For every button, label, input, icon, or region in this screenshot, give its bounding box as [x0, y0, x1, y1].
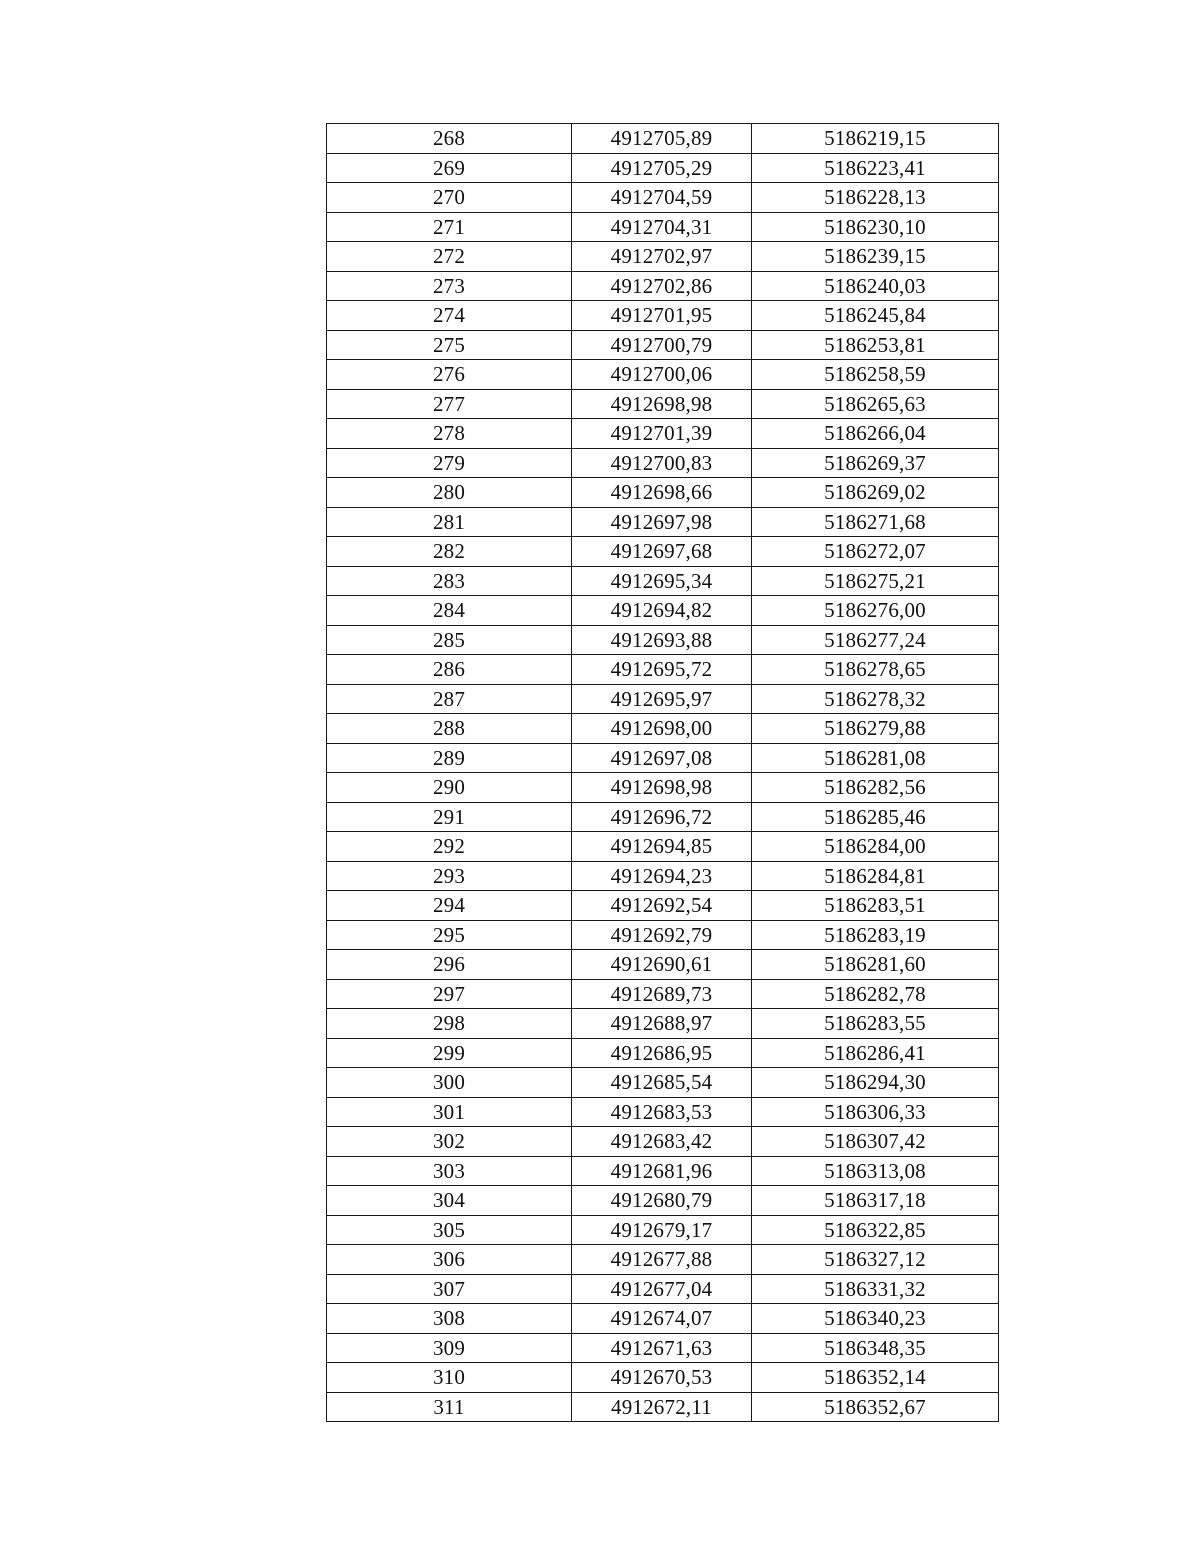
- x-coordinate-cell: 4912677,04: [572, 1274, 752, 1304]
- coordinates-table: [326, 123, 999, 1422]
- point-number-cell: 294: [327, 891, 572, 921]
- point-number-cell: 299: [327, 1038, 572, 1068]
- x-coordinate-cell: 4912695,72: [572, 655, 752, 685]
- table-row: [327, 1127, 999, 1157]
- point-number-cell: 300: [327, 1068, 572, 1098]
- x-coordinate-cell: 4912683,53: [572, 1097, 752, 1127]
- table-row: [327, 714, 999, 744]
- x-coordinate-cell: 4912680,79: [572, 1186, 752, 1216]
- y-coordinate-cell: 5186271,68: [752, 507, 999, 537]
- table-row: [327, 861, 999, 891]
- x-coordinate-cell: 4912698,66: [572, 478, 752, 508]
- y-coordinate-cell: 5186219,15: [752, 124, 999, 154]
- point-number-cell: 272: [327, 242, 572, 272]
- y-coordinate-cell: 5186285,46: [752, 802, 999, 832]
- point-number-cell: 278: [327, 419, 572, 449]
- x-coordinate-cell: 4912694,23: [572, 861, 752, 891]
- table-row: [327, 507, 999, 537]
- table-row: [327, 242, 999, 272]
- point-number-cell: 297: [327, 979, 572, 1009]
- table-row: [327, 684, 999, 714]
- table-row: [327, 301, 999, 331]
- point-number-cell: 293: [327, 861, 572, 891]
- table-row: [327, 596, 999, 626]
- table-row: [327, 330, 999, 360]
- y-coordinate-cell: 5186266,04: [752, 419, 999, 449]
- y-coordinate-cell: 5186245,84: [752, 301, 999, 331]
- x-coordinate-cell: 4912679,17: [572, 1215, 752, 1245]
- point-number-cell: 310: [327, 1363, 572, 1393]
- y-coordinate-cell: 5186294,30: [752, 1068, 999, 1098]
- y-coordinate-cell: 5186278,32: [752, 684, 999, 714]
- y-coordinate-cell: 5186281,60: [752, 950, 999, 980]
- table-row: [327, 537, 999, 567]
- table-row: [327, 655, 999, 685]
- point-number-cell: 298: [327, 1009, 572, 1039]
- table-row: [327, 360, 999, 390]
- point-number-cell: 284: [327, 596, 572, 626]
- point-number-cell: 305: [327, 1215, 572, 1245]
- y-coordinate-cell: 5186283,55: [752, 1009, 999, 1039]
- table-row: [327, 1038, 999, 1068]
- y-coordinate-cell: 5186279,88: [752, 714, 999, 744]
- x-coordinate-cell: 4912700,06: [572, 360, 752, 390]
- table-row: [327, 448, 999, 478]
- point-number-cell: 268: [327, 124, 572, 154]
- y-coordinate-cell: 5186272,07: [752, 537, 999, 567]
- x-coordinate-cell: 4912697,68: [572, 537, 752, 567]
- table-row: [327, 1304, 999, 1334]
- table-row: [327, 1333, 999, 1363]
- point-number-cell: 269: [327, 153, 572, 183]
- point-number-cell: 306: [327, 1245, 572, 1275]
- table-row: [327, 920, 999, 950]
- table-row: [327, 1097, 999, 1127]
- table-row: [327, 1215, 999, 1245]
- y-coordinate-cell: 5186286,41: [752, 1038, 999, 1068]
- y-coordinate-cell: 5186258,59: [752, 360, 999, 390]
- table-row: [327, 153, 999, 183]
- table-row: [327, 183, 999, 213]
- x-coordinate-cell: 4912683,42: [572, 1127, 752, 1157]
- y-coordinate-cell: 5186284,81: [752, 861, 999, 891]
- y-coordinate-cell: 5186253,81: [752, 330, 999, 360]
- x-coordinate-cell: 4912698,98: [572, 773, 752, 803]
- table-row: [327, 1274, 999, 1304]
- x-coordinate-cell: 4912694,85: [572, 832, 752, 862]
- point-number-cell: 273: [327, 271, 572, 301]
- table-row: [327, 773, 999, 803]
- point-number-cell: 287: [327, 684, 572, 714]
- point-number-cell: 283: [327, 566, 572, 596]
- table-row: [327, 124, 999, 154]
- table-row: [327, 1363, 999, 1393]
- table-row: [327, 389, 999, 419]
- table-row: [327, 1009, 999, 1039]
- x-coordinate-cell: 4912705,29: [572, 153, 752, 183]
- table-row: [327, 1392, 999, 1422]
- y-coordinate-cell: 5186269,37: [752, 448, 999, 478]
- point-number-cell: 304: [327, 1186, 572, 1216]
- y-coordinate-cell: 5186282,78: [752, 979, 999, 1009]
- y-coordinate-cell: 5186282,56: [752, 773, 999, 803]
- y-coordinate-cell: 5186331,32: [752, 1274, 999, 1304]
- x-coordinate-cell: 4912693,88: [572, 625, 752, 655]
- point-number-cell: 301: [327, 1097, 572, 1127]
- point-number-cell: 280: [327, 478, 572, 508]
- y-coordinate-cell: 5186276,00: [752, 596, 999, 626]
- point-number-cell: 282: [327, 537, 572, 567]
- y-coordinate-cell: 5186223,41: [752, 153, 999, 183]
- table-row: [327, 832, 999, 862]
- x-coordinate-cell: 4912698,00: [572, 714, 752, 744]
- table-row: [327, 802, 999, 832]
- point-number-cell: 270: [327, 183, 572, 213]
- x-coordinate-cell: 4912702,97: [572, 242, 752, 272]
- x-coordinate-cell: 4912704,31: [572, 212, 752, 242]
- x-coordinate-cell: 4912696,72: [572, 802, 752, 832]
- y-coordinate-cell: 5186281,08: [752, 743, 999, 773]
- x-coordinate-cell: 4912671,63: [572, 1333, 752, 1363]
- y-coordinate-cell: 5186348,35: [752, 1333, 999, 1363]
- table-row: [327, 212, 999, 242]
- x-coordinate-cell: 4912695,34: [572, 566, 752, 596]
- x-coordinate-cell: 4912689,73: [572, 979, 752, 1009]
- y-coordinate-cell: 5186283,51: [752, 891, 999, 921]
- x-coordinate-cell: 4912697,08: [572, 743, 752, 773]
- x-coordinate-cell: 4912681,96: [572, 1156, 752, 1186]
- point-number-cell: 295: [327, 920, 572, 950]
- table-row: [327, 419, 999, 449]
- table-row: [327, 743, 999, 773]
- x-coordinate-cell: 4912677,88: [572, 1245, 752, 1275]
- point-number-cell: 276: [327, 360, 572, 390]
- y-coordinate-cell: 5186284,00: [752, 832, 999, 862]
- y-coordinate-cell: 5186340,23: [752, 1304, 999, 1334]
- x-coordinate-cell: 4912700,83: [572, 448, 752, 478]
- point-number-cell: 288: [327, 714, 572, 744]
- x-coordinate-cell: 4912701,39: [572, 419, 752, 449]
- x-coordinate-cell: 4912697,98: [572, 507, 752, 537]
- x-coordinate-cell: 4912674,07: [572, 1304, 752, 1334]
- y-coordinate-cell: 5186277,24: [752, 625, 999, 655]
- point-number-cell: 290: [327, 773, 572, 803]
- point-number-cell: 302: [327, 1127, 572, 1157]
- point-number-cell: 281: [327, 507, 572, 537]
- x-coordinate-cell: 4912692,54: [572, 891, 752, 921]
- x-coordinate-cell: 4912685,54: [572, 1068, 752, 1098]
- table-row: [327, 271, 999, 301]
- x-coordinate-cell: 4912701,95: [572, 301, 752, 331]
- point-number-cell: 279: [327, 448, 572, 478]
- table-row: [327, 625, 999, 655]
- y-coordinate-cell: 5186265,63: [752, 389, 999, 419]
- y-coordinate-cell: 5186239,15: [752, 242, 999, 272]
- y-coordinate-cell: 5186230,10: [752, 212, 999, 242]
- table-row: [327, 1186, 999, 1216]
- table-row: [327, 1068, 999, 1098]
- x-coordinate-cell: 4912670,53: [572, 1363, 752, 1393]
- y-coordinate-cell: 5186278,65: [752, 655, 999, 685]
- point-number-cell: 289: [327, 743, 572, 773]
- point-number-cell: 291: [327, 802, 572, 832]
- point-number-cell: 311: [327, 1392, 572, 1422]
- table-row: [327, 566, 999, 596]
- point-number-cell: 277: [327, 389, 572, 419]
- x-coordinate-cell: 4912672,11: [572, 1392, 752, 1422]
- table-row: [327, 1245, 999, 1275]
- table-row: [327, 891, 999, 921]
- x-coordinate-cell: 4912702,86: [572, 271, 752, 301]
- table-row: [327, 478, 999, 508]
- point-number-cell: 292: [327, 832, 572, 862]
- x-coordinate-cell: 4912690,61: [572, 950, 752, 980]
- table-row: [327, 950, 999, 980]
- y-coordinate-cell: 5186352,67: [752, 1392, 999, 1422]
- x-coordinate-cell: 4912700,79: [572, 330, 752, 360]
- point-number-cell: 274: [327, 301, 572, 331]
- y-coordinate-cell: 5186327,12: [752, 1245, 999, 1275]
- y-coordinate-cell: 5186322,85: [752, 1215, 999, 1245]
- y-coordinate-cell: 5186275,21: [752, 566, 999, 596]
- x-coordinate-cell: 4912695,97: [572, 684, 752, 714]
- x-coordinate-cell: 4912686,95: [572, 1038, 752, 1068]
- point-number-cell: 308: [327, 1304, 572, 1334]
- x-coordinate-cell: 4912692,79: [572, 920, 752, 950]
- y-coordinate-cell: 5186306,33: [752, 1097, 999, 1127]
- x-coordinate-cell: 4912694,82: [572, 596, 752, 626]
- point-number-cell: 296: [327, 950, 572, 980]
- point-number-cell: 275: [327, 330, 572, 360]
- point-number-cell: 307: [327, 1274, 572, 1304]
- y-coordinate-cell: 5186307,42: [752, 1127, 999, 1157]
- y-coordinate-cell: 5186313,08: [752, 1156, 999, 1186]
- y-coordinate-cell: 5186352,14: [752, 1363, 999, 1393]
- y-coordinate-cell: 5186317,18: [752, 1186, 999, 1216]
- x-coordinate-cell: 4912698,98: [572, 389, 752, 419]
- x-coordinate-cell: 4912705,89: [572, 124, 752, 154]
- x-coordinate-cell: 4912688,97: [572, 1009, 752, 1039]
- point-number-cell: 271: [327, 212, 572, 242]
- y-coordinate-cell: 5186240,03: [752, 271, 999, 301]
- y-coordinate-cell: 5186228,13: [752, 183, 999, 213]
- point-number-cell: 303: [327, 1156, 572, 1186]
- point-number-cell: 309: [327, 1333, 572, 1363]
- y-coordinate-cell: 5186269,02: [752, 478, 999, 508]
- table-row: [327, 979, 999, 1009]
- coordinates-table-body: [327, 124, 999, 1422]
- table-row: [327, 1156, 999, 1186]
- point-number-cell: 286: [327, 655, 572, 685]
- x-coordinate-cell: 4912704,59: [572, 183, 752, 213]
- point-number-cell: 285: [327, 625, 572, 655]
- y-coordinate-cell: 5186283,19: [752, 920, 999, 950]
